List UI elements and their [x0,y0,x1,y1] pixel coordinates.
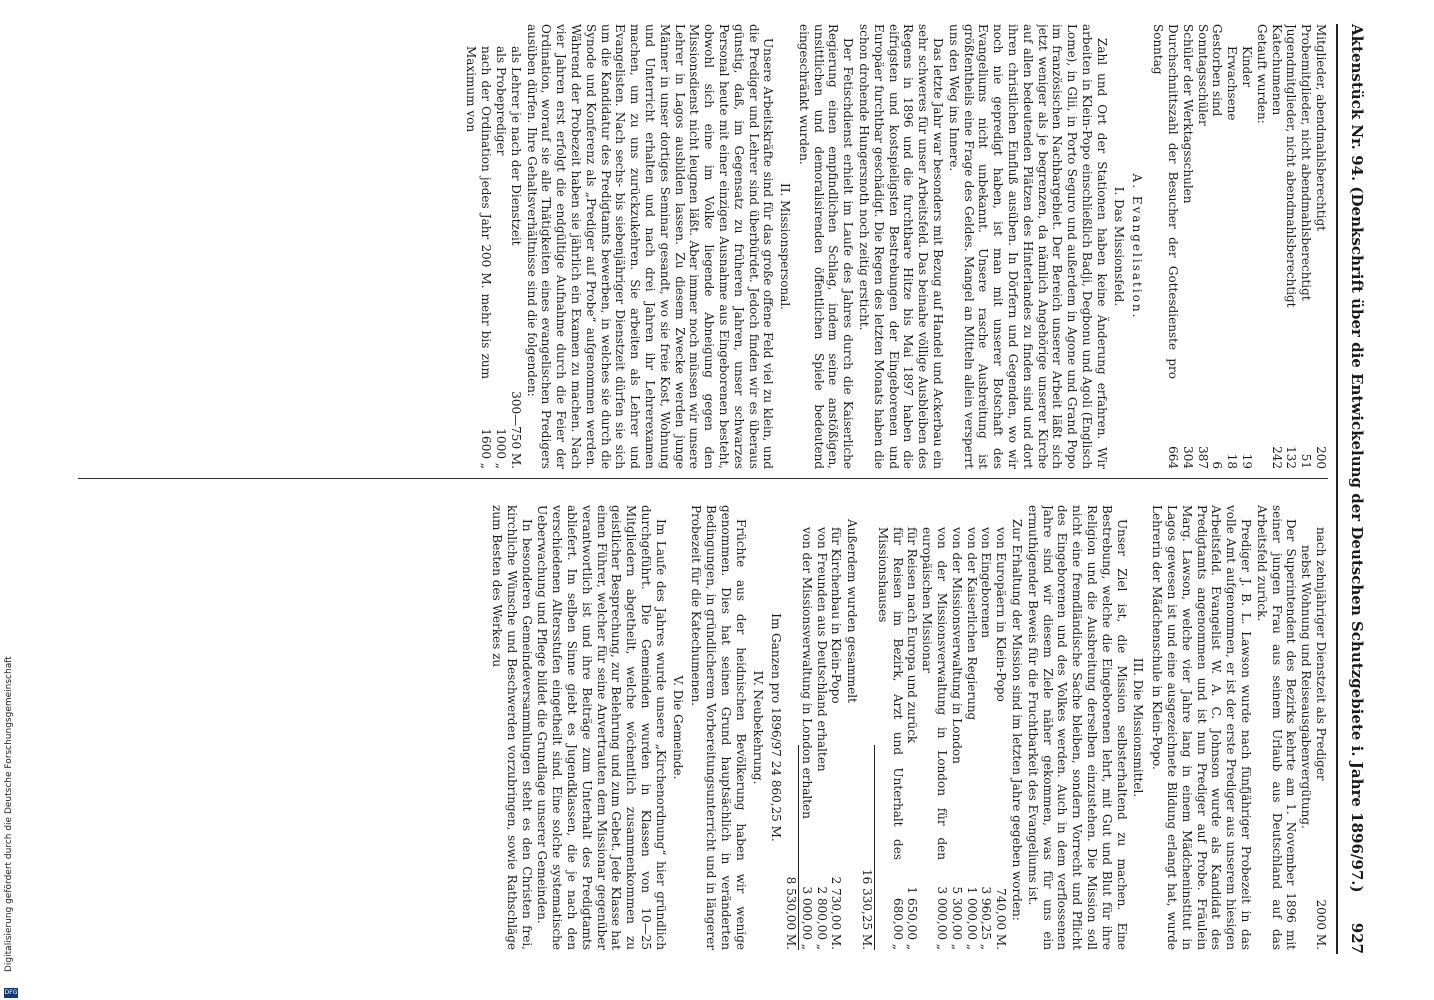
section-heading-neubekehrung: IV. Neubekehrung. [750,670,765,785]
paragraph: Im Laufe des Jahres wurde unsere „Kirchenordnung“ hier gründlich durchgeführt. Die Gemeinden wurden in Klassen von 10—25 Mitgliedern abgetheilt, welche wöchentlich zusammenkommen zu geistlicher Besprechung, zur Belehrung und zum Gebet. Jede Klasse hat einen Führer, welcher für seine Anvertrauten dem Missionar gegenüber verantwortlich ist und ihre Beiträge zum Unterhalt des Predigtamts abliefert. Im selben Sinne giebt es Jugendklassen, die je nach den verschiedenen Altersstufen eingetheilt sind. Eine solche systematische Ueberwachung und Pflege bildet die Grundlage unserer Gemeinden. [535,505,668,950]
header-title: Aktenstück Nr. 94. (Denkschrift über die Entwickelung der Deutschen Schutzgebiete i. Jahre 1896/97.) [1348,24,1366,893]
stat-row: Probemitglieder, nicht abendmahlsberechtigt 51 [1299,24,1314,469]
salary-row: nach der Ordination jedes Jahr 200 M. mehr bis zum Maximum von 1600 „ [464,46,494,469]
funds-table [859,505,1008,950]
paragraph: Unser Ziel ist, die Mission selbsterhaltend zu machen. Eine Bestrebung, welche die Eingeborenen lehrt, mit Gut und Blut für ihre Religion und die Ausbreitung derselben einzustehen. Die Mission soll nicht eine fremdländische Sache bleiben, sondern Vorrecht und Pflicht des Eingeborenen und des Volkes werden. Auch in dem verflossenen Jahre sind wir diesem Ziele näher gekommen, was für uns ein ermuthigender Beweis für die Fruchtbarkeit des Evangeliums ist. [1025,505,1129,950]
paragraph: Zur Erhaltung der Mission sind im letzten Jahre gegeben worden: [1010,519,1025,921]
grand-total: Im Ganzen pro 1896/97 24 860,25 M. [769,613,784,842]
paragraph: Der Superintendent des Bezirks kehrte am 1. November 1896 mit seiner jungen Frau aus seinem Urlaub aus Deutschland auf das Arbeitsfeld zurück. [1254,505,1299,950]
extra-funds-table [783,505,843,950]
digitization-credit: Digitalisierung gefördert durch die Deutsche Forschungsgemeinschaft [4,656,14,972]
stat-row: Durchschnittszahl der Besucher der Gottesdienste pro Sonntag 664 [1151,24,1181,469]
salary-row: nach zehnjähriger Dienstzeit als Prediger 2000 M. [1314,527,1328,950]
dfg-logo-icon: DFG [4,989,18,996]
stat-row: Jugendmitglieder, nicht abendmahlsberechtigt 132 [1284,24,1299,469]
funds-total: 16 330,25 M. [859,745,875,950]
digitization-footer [0,0,24,1000]
stat-row: Erwachsene 18 [1225,46,1240,469]
section-heading-missionsfeld: I. Das Missionsfeld. [1111,186,1126,307]
paragraph: Außerdem wurden gesammelt [845,519,860,703]
salary-row: nebst Wohnung und Reiseausgabenvergütung. [1299,545,1314,829]
member-stats [1150,24,1328,469]
section-heading-evangelisation: A. Evangelisation. [1130,173,1145,320]
paragraph: Früchte aus der heidnischen Bevölkerung haben wir wenige genommen. Dies hat seinen Grund hauptsächlich in veränderten Bedingungen, in gründlicherem Vorbereitungsunterricht und in längerer Probezeit für die Katechumenen. [689,505,748,950]
stat-row: Sonntagsschüler 387 [1195,24,1210,469]
funds-row: für Reisen im Bezirk, Arzt und Unterhalt des Missionshauses 680,00 „ [875,527,905,950]
stat-row: Gestorben sind 6 [1210,24,1225,469]
stat-row: Schüler der Werktagsschulen 304 [1180,24,1195,469]
stat-row: Kinder 19 [1240,46,1255,469]
paragraph: Der Fetischdienst erhielt im Laufe des Jahres durch die Kaiserliche Regierung einen empfindlichen Schlag, indem seine anstößigen, unsittlichen und demoralisirenden öffentlichen Spiele bedeutend eingeschränkt wurden. [796,24,856,469]
stat-row: Katechumenen 242 [1269,24,1284,469]
page-number: 927 [1348,922,1366,954]
funds-row: von der Missionsverwaltung in London 5 300,00 „ [949,527,964,950]
rotated-page-scan [30,0,1390,980]
extra-row: von Freunden aus Deutschland erhalten 2 800,00 „ [814,527,829,950]
salary-row: als Probeprediger 1000 „ [493,46,508,469]
paragraph: Unsere Arbeitskräfte sind für das große offene Feld viel zu klein, und die Prediger und Lehrer sind überbürdet. Jedoch finden wir es überaus günstig, daß, im Gegensatz zu früheren Jahren, unser schwarzes Personal heute mit einer einzigen Ausnahme aus Eingeborenen besteht, obwohl sich eine im Volke liegende Abneigung gegen den Missionsdienst nicht leugnen läßt. Aber immer noch müssen wir unsere Lehrer in Lagos ausbilden lassen. Zu diesem Zwecke werden junge Männer in unser dortiges Seminar gesandt, wo sie freie Kost, Wohnung und Unterricht erhalten und nach drei Jahren ihr Lehrerexamen machen, um zu uns zurückzukehren. Sie arbeiten als Lehrer und Evangelisten. Nach sechs- bis siebenjähriger Dienstzeit dürfen sie sich um die Kandidatur des Predigtamts bewerben, in welches sie durch die Synode und Konferenz als „Prediger auf Probe“ aufgenommen werden. Während der Probezeit haben sie jährlich ein Examen zu machen. Nach vier Jahren erst erfolgt die endgültige Aufnahme durch die Feier der Ordination, worauf sie alle Thätigkeiten eines evangelischen Predigers ausüben dürfen. Ihre Gehaltsverhältnisse sind die folgenden: [524,24,776,469]
section-heading-gemeinde: V. Die Gemeinde. [670,675,685,780]
funds-row: von Europäern in Klein-Popo 740,00 M. [994,527,1009,950]
right-column [68,505,1328,950]
paragraph: Prediger J. B. L. Lawson wurde nach fünfjähriger Probezeit in das volle Amt aufgenommen, er ist der erste Prediger aus unserem hiesigen Arbeitsfeld. Evangelist W. A. C. Johnson wurde als Kandidat des Predigtamts angenommen und ist nun Prediger auf Probe. Fräulein Marg. Lawson, welche vier Jahre lang in einem Mädcheninstitut in Lagos gewesen ist und eine ausgezeichnete Bildung erlangt hat, wurde Lehrerin der Mädchenschule in Klein-Popo. [1150,505,1254,950]
funds-row: von der Kaiserlichen Regierung 1 000,00 „ [964,527,979,950]
salary-table [464,24,523,469]
left-column [68,24,1328,469]
running-header [1336,24,1372,954]
extra-total: 8 530,00 M. [783,745,799,950]
stat-row: Mitglieder, abendmahlsberechtigt 200 [1314,24,1328,469]
funds-row: von Eingeborenen 3 960,25 „ [979,527,994,950]
funds-row: für Reisen nach Europa und zurück 1 650,00 „ [905,527,920,950]
extra-row: von der Missionsverwaltung in London erhalten 3 000,00 „ [799,527,814,950]
paragraph: Zahl und Ort der Stationen haben keine Änderung erfahren. Wir arbeiten in Klein-Popo einschließlich Badji, Degbonu und Agoli (Englisch Lome), in Glii, in Porto Seguro und außerdem in Agone und Grand Popo im französischen Nachbargebiet. Der Bereich unserer Arbeit läßt sich jetzt weniger als je begrenzen, da nämlich Angehörige unserer Kirche auf allen bedeutenden Plätzen des Hinterlandes zu finden sind und dort ihren christlichen Einfluß ausüben. In Dörfern und Gegenden, wo wir noch nie gepredigt haben, ist man mit unserer Botschaft des Evangeliums nicht unbekannt. Unsere rasche Ausbreitung ist größtentheils eine Frage des Geldes. Mangel an Mitteln allein versperrt uns den Weg ins Innere. [946,24,1109,469]
salary-row: als Lehrer je nach der Dienstzeit 300—750 M. [508,46,523,469]
funds-row: von der Missionsverwaltung in London für den europäischen Missionar 3 000,00 „ [920,527,950,950]
extra-row: für Kirchenbau in Klein-Popo 2 730,00 M. [829,527,844,950]
paragraph: Das letzte Jahr war besonders mit Bezug auf Handel und Ackerbau ein sehr schweres für unser Arbeitsfeld. Das beinahe völlige Ausbleiben des Regens in 1896 und die furchtbare Hitze bis Mai 1897 haben die eifrigsten und kostspieligsten Bestrebungen der Eingeborenen und Europäer furchtbar geschädigt. Die Regen des letzten Monats haben die schon drohende Hungersnoth noch zeitig ersticht. [857,24,946,469]
paragraph: In besonderen Gemeindeversammlungen steht es den Christen frei, kirchliche Wünsche und Beschwerden vorzubringen, sowie Rathschläge zum Besten des Werkes zu [489,505,534,950]
section-heading-missionsmittel: III. Die Missionsmittel. [1131,657,1146,798]
column-divider [78,478,1328,479]
section-heading-missionspersonal: II. Missionspersonal. [778,183,793,310]
stat-row: Getauft wurden: [1254,24,1269,124]
